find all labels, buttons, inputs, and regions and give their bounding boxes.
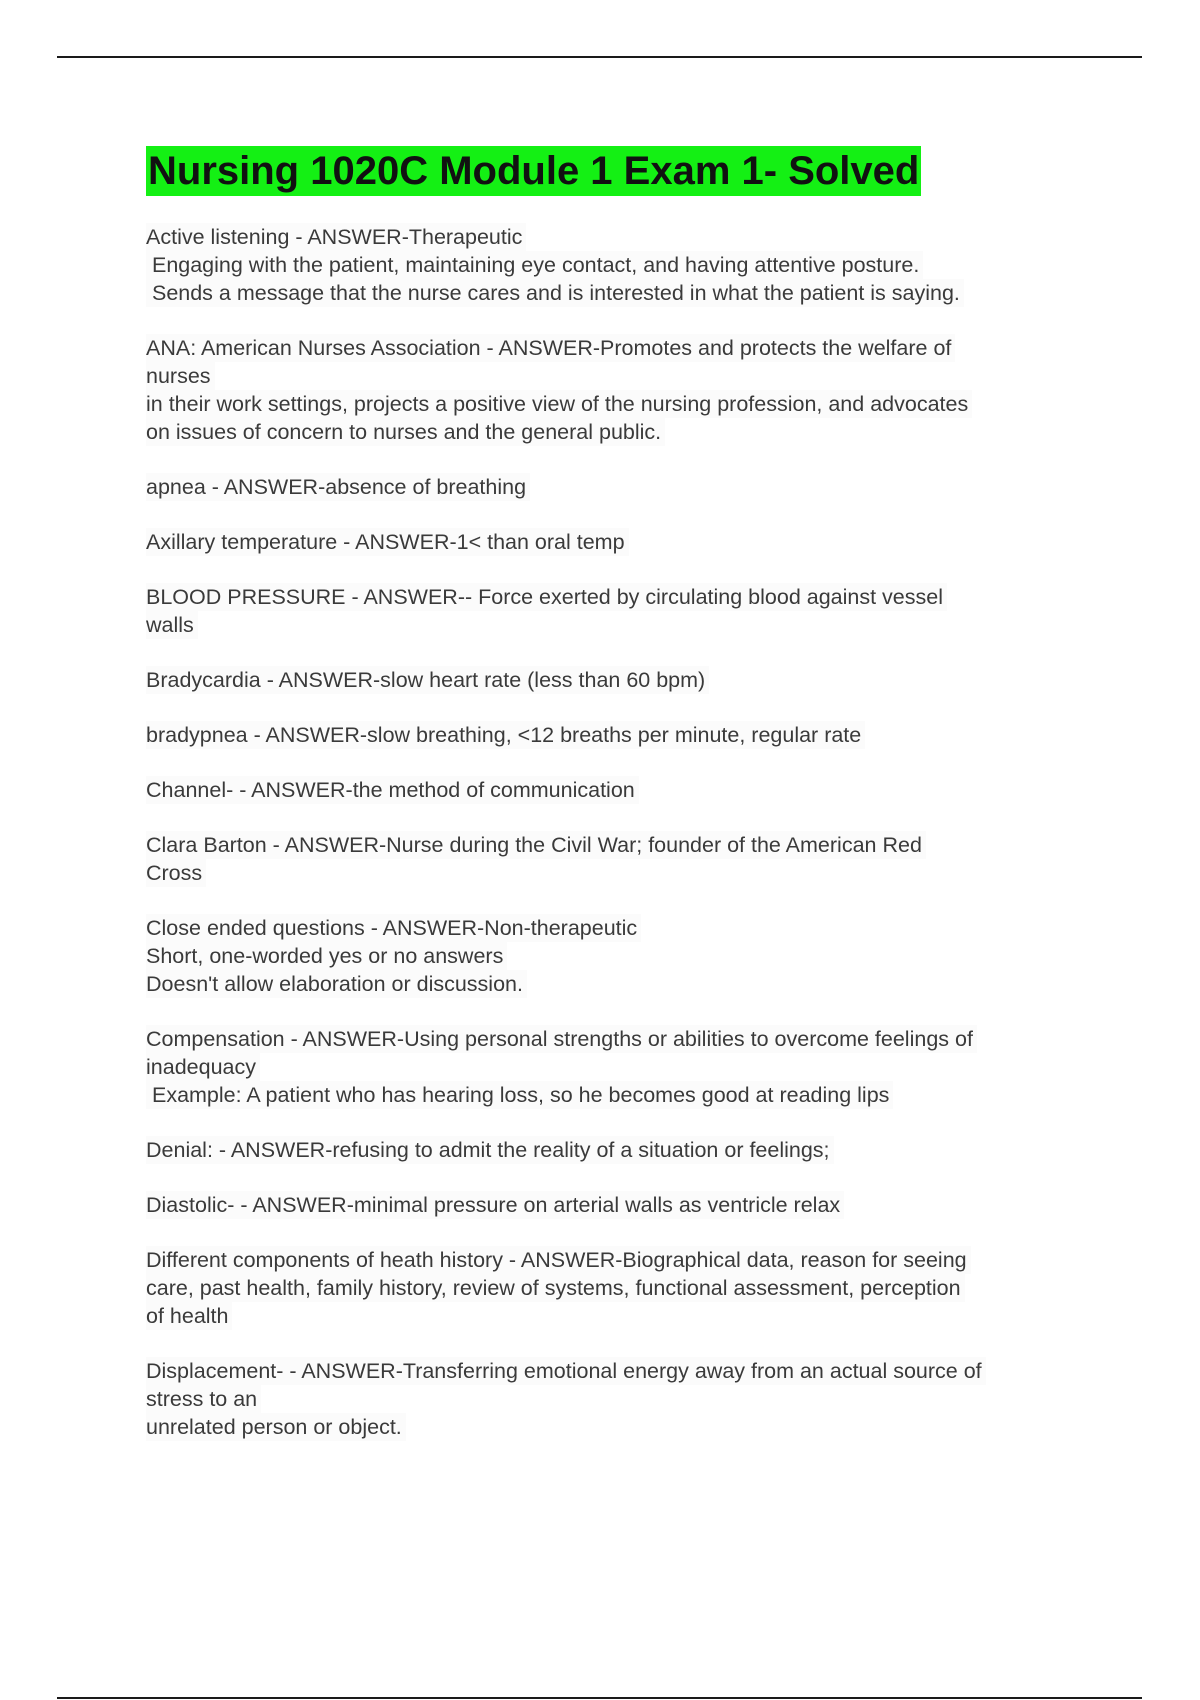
flashcard-entry — [146, 1191, 1096, 1219]
flashcard-entry — [146, 831, 1096, 887]
entry-line: apnea - ANSWER-absence of breathing — [146, 473, 530, 501]
entry-line: Active listening - ANSWER-Therapeutic — [146, 223, 526, 251]
flashcard-entry — [146, 776, 1096, 804]
entry-line: of health — [146, 1302, 232, 1330]
flashcard-entry — [146, 334, 1096, 446]
document-title: Nursing 1020C Module 1 Exam 1- Solved — [146, 146, 921, 196]
entry-line: Axillary temperature - ANSWER-1< than oral temp — [146, 528, 629, 556]
entry-line: on issues of concern to nurses and the general public. — [146, 418, 665, 446]
entry-line: care, past health, family history, review of systems, functional assessment, perception — [146, 1274, 965, 1302]
flashcard-entry — [146, 528, 1096, 556]
flashcard-entry — [146, 1246, 1096, 1330]
flashcard-entry — [146, 473, 1096, 501]
flashcard-entry — [146, 666, 1096, 694]
entry-line: Engaging with the patient, maintaining eye contact, and having attentive posture. — [146, 251, 923, 279]
entry-line: Diastolic- - ANSWER-minimal pressure on arterial walls as ventricle relax — [146, 1191, 844, 1219]
entry-line: Bradycardia - ANSWER-slow heart rate (less than 60 bpm) — [146, 666, 709, 694]
bottom-rule — [57, 1697, 1142, 1699]
entry-line: Channel- - ANSWER-the method of communication — [146, 776, 639, 804]
entry-line: inadequacy — [146, 1053, 260, 1081]
entry-line: Example: A patient who has hearing loss, so he becomes good at reading lips — [146, 1081, 893, 1109]
entry-line: Doesn't allow elaboration or discussion. — [146, 970, 527, 998]
flashcard-entry — [146, 721, 1096, 749]
entry-line: unrelated person or object. — [146, 1413, 406, 1441]
entry-line: Denial: - ANSWER-refusing to admit the reality of a situation or feelings; — [146, 1136, 834, 1164]
flashcard-entry — [146, 1025, 1096, 1109]
entry-line: ANA: American Nurses Association - ANSWER-Promotes and protects the welfare of — [146, 334, 955, 362]
entry-line: Different components of heath history - ANSWER-Biographical data, reason for seeing — [146, 1246, 971, 1274]
flashcard-entry — [146, 1136, 1096, 1164]
entry-line: nurses — [146, 362, 215, 390]
entry-line: Displacement- - ANSWER-Transferring emotional energy away from an actual source of — [146, 1357, 986, 1385]
entry-line: Clara Barton - ANSWER-Nurse during the Civil War; founder of the American Red — [146, 831, 926, 859]
top-rule — [57, 56, 1142, 58]
entry-line: walls — [146, 611, 198, 639]
flashcard-entry — [146, 583, 1096, 639]
flashcard-list — [146, 223, 1096, 1441]
flashcard-entry — [146, 223, 1096, 307]
entry-line: Sends a message that the nurse cares and is interested in what the patient is saying. — [146, 279, 964, 307]
document-body — [146, 146, 1096, 1468]
entry-line: stress to an — [146, 1385, 261, 1413]
flashcard-entry — [146, 914, 1096, 998]
entry-line: Close ended questions - ANSWER-Non-therapeutic — [146, 914, 641, 942]
entry-line: in their work settings, projects a positive view of the nursing profession, and advocates — [146, 390, 972, 418]
flashcard-entry — [146, 1357, 1096, 1441]
entry-line: Compensation - ANSWER-Using personal strengths or abilities to overcome feelings of — [146, 1025, 977, 1053]
entry-line: Cross — [146, 859, 206, 887]
entry-line: BLOOD PRESSURE - ANSWER-- Force exerted by circulating blood against vessel — [146, 583, 947, 611]
entry-line: Short, one-worded yes or no answers — [146, 942, 507, 970]
entry-line: bradypnea - ANSWER-slow breathing, <12 breaths per minute, regular rate — [146, 721, 865, 749]
